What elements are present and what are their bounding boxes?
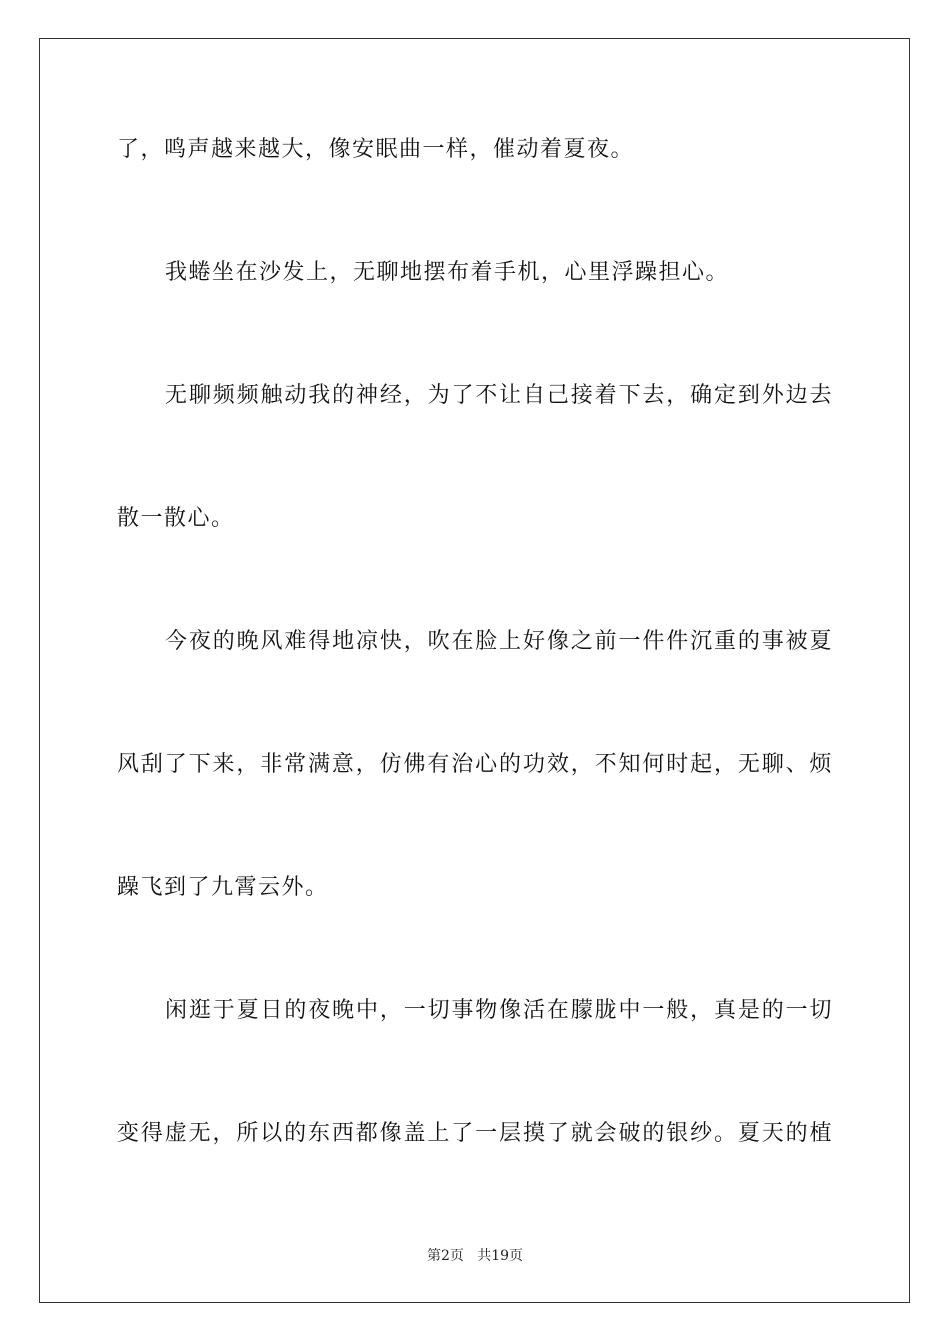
body-text-line: 了，鸣声越来越大，像安眠曲一样，催动着夏夜。 bbox=[117, 137, 635, 162]
body-text-line: 我蜷坐在沙发上，无聊地摆布着手机，心里浮躁担心。 bbox=[165, 260, 730, 285]
body-text-line: 散一散心。 bbox=[117, 506, 235, 531]
body-text-line: 风刮了下来，非常满意，仿佛有治心的功效，不知何时起，无聊、烦 bbox=[117, 752, 833, 777]
body-text-line: 躁飞到了九霄云外。 bbox=[117, 875, 329, 900]
page-number-footer: 第2页 共19页 bbox=[426, 1248, 524, 1264]
body-text-line: 变得虚无，所以的东西都像盖上了一层摸了就会破的银纱。夏天的植 bbox=[117, 1121, 833, 1146]
body-text-line: 今夜的晚风难得地凉快，吹在脸上好像之前一件件沉重的事被夏 bbox=[165, 629, 833, 654]
body-text-line: 闲逛于夏日的夜晚中，一切事物像活在朦胧中一般，真是的一切 bbox=[165, 998, 833, 1023]
page-border bbox=[39, 38, 910, 1303]
body-text-line: 无聊频频触动我的神经，为了不让自己接着下去，确定到外边去 bbox=[165, 383, 833, 408]
